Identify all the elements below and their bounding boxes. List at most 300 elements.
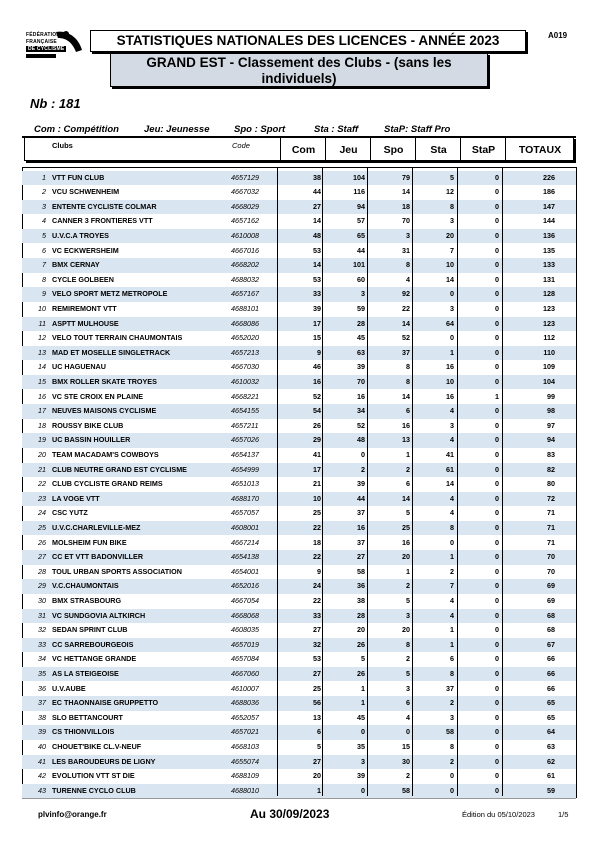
row-stap: 0 <box>495 333 499 343</box>
row-club-code: 4657213 <box>231 347 259 357</box>
column-divider <box>367 167 368 796</box>
header-com: Com <box>280 138 326 160</box>
row-sta: 7 <box>450 581 454 591</box>
row-rank: 6 <box>42 245 46 255</box>
row-com: 48 <box>313 230 321 240</box>
row-club-code: 4688109 <box>231 771 259 781</box>
row-club-name: MOLSHEIM FUN BIKE <box>52 537 127 547</box>
table-row <box>22 346 576 361</box>
row-com: 9 <box>317 347 321 357</box>
row-jeu: 0 <box>361 449 365 459</box>
row-rank: 35 <box>38 668 46 678</box>
row-sta: 6 <box>450 654 454 664</box>
row-rank: 7 <box>42 260 46 270</box>
row-club-code: 4657211 <box>231 420 259 430</box>
table-row <box>22 755 576 770</box>
row-total: 83 <box>547 449 555 459</box>
table-row <box>22 609 576 624</box>
row-jeu: 37 <box>357 508 365 518</box>
row-total: 104 <box>543 376 555 386</box>
row-com: 52 <box>313 391 321 401</box>
logo-line-3: DE CYCLISME <box>28 46 65 52</box>
row-club-code: 4654137 <box>231 449 259 459</box>
logo-line-2: FRANÇAISE <box>26 39 57 45</box>
row-com: 18 <box>313 537 321 547</box>
row-com: 56 <box>313 698 321 708</box>
row-jeu: 116 <box>353 187 365 197</box>
table-row <box>22 433 576 448</box>
row-club-code: 4651013 <box>231 479 259 489</box>
row-com: 16 <box>313 376 321 386</box>
row-jeu: 26 <box>357 668 365 678</box>
row-stap: 0 <box>495 493 499 503</box>
row-club-code: 4657129 <box>231 172 259 182</box>
row-club-code: 4668068 <box>231 610 259 620</box>
row-sta: 4 <box>450 508 454 518</box>
row-club-code: 4668029 <box>231 201 259 211</box>
row-stap: 0 <box>495 376 499 386</box>
row-club-name: TEAM MACADAM'S COWBOYS <box>52 449 159 459</box>
row-spo: 2 <box>406 581 410 591</box>
row-rank: 41 <box>38 756 46 766</box>
row-rank: 28 <box>38 566 46 576</box>
row-spo: 52 <box>402 333 410 343</box>
row-club-code: 4652057 <box>231 712 259 722</box>
row-club-code: 4688010 <box>231 785 259 795</box>
row-club-name: CS THIONVILLOIS <box>52 727 115 737</box>
row-club-code: 4657167 <box>231 289 259 299</box>
row-sta: 1 <box>450 552 454 562</box>
row-rank: 42 <box>38 771 46 781</box>
row-rank: 2 <box>42 187 46 197</box>
row-com: 53 <box>313 654 321 664</box>
row-club-code: 4667030 <box>231 362 259 372</box>
row-total: 63 <box>547 741 555 751</box>
row-club-code: 4668103 <box>231 741 259 751</box>
row-total: 64 <box>547 727 555 737</box>
table-row <box>22 200 576 215</box>
row-club-name: U.V.C.CHARLEVILLE-MEZ <box>52 522 141 532</box>
row-total: 144 <box>543 216 555 226</box>
row-stap: 0 <box>495 318 499 328</box>
table-row <box>22 711 576 726</box>
row-spo: 14 <box>402 318 410 328</box>
row-spo: 2 <box>406 771 410 781</box>
row-com: 39 <box>313 303 321 313</box>
table-row <box>22 331 576 346</box>
table-row <box>22 287 576 302</box>
table-row <box>22 652 576 667</box>
row-club-code: 4667054 <box>231 595 259 605</box>
edition-date: Édition du 05/10/2023 <box>462 810 535 819</box>
row-jeu: 16 <box>357 391 365 401</box>
row-club-name: VELO TOUT TERRAIN CHAUMONTAIS <box>52 333 183 343</box>
row-total: 68 <box>547 625 555 635</box>
row-club-code: 4608035 <box>231 625 259 635</box>
row-rank: 26 <box>38 537 46 547</box>
table-row <box>22 448 576 463</box>
row-stap: 0 <box>495 216 499 226</box>
row-stap: 0 <box>495 230 499 240</box>
row-club-code: 4657019 <box>231 639 259 649</box>
row-jeu: 59 <box>357 303 365 313</box>
row-club-code: 4657084 <box>231 654 259 664</box>
row-com: 5 <box>317 741 321 751</box>
row-sta: 8 <box>450 741 454 751</box>
row-total: 66 <box>547 654 555 664</box>
row-stap: 0 <box>495 201 499 211</box>
row-spo: 13 <box>402 435 410 445</box>
row-rank: 5 <box>42 230 46 240</box>
row-total: 71 <box>547 508 555 518</box>
page-title: STATISTIQUES NATIONALES DES LICENCES - ANNÉE 2023 <box>90 30 526 52</box>
table-row <box>22 536 576 551</box>
row-rank: 24 <box>38 508 46 518</box>
row-total: 82 <box>547 464 555 474</box>
row-club-name: NEUVES MAISONS CYCLISME <box>52 406 157 416</box>
row-club-name: TURENNE CYCLO CLUB <box>52 785 136 795</box>
row-spo: 25 <box>402 522 410 532</box>
row-sta: 0 <box>450 289 454 299</box>
row-sta: 12 <box>446 187 454 197</box>
row-com: 17 <box>313 464 321 474</box>
row-stap: 0 <box>495 712 499 722</box>
row-sta: 2 <box>450 756 454 766</box>
legend-sta: Sta : Staff <box>314 124 359 135</box>
subtitle-line-2: individuels) <box>261 71 337 86</box>
row-spo: 14 <box>402 391 410 401</box>
row-jeu: 48 <box>357 435 365 445</box>
row-com: 33 <box>313 610 321 620</box>
table-row <box>22 244 576 259</box>
row-club-name: ENTENTE CYCLISTE COLMAR <box>52 201 157 211</box>
row-spo: 4 <box>406 274 410 284</box>
row-club-name: BMX CERNAY <box>52 260 100 270</box>
row-club-code: 4668202 <box>231 260 259 270</box>
row-spo: 37 <box>402 347 410 357</box>
row-club-name: EC THAONNAISE GRUPPETTO <box>52 698 159 708</box>
row-stap: 0 <box>495 274 499 284</box>
column-divider <box>457 167 458 796</box>
row-stap: 0 <box>495 187 499 197</box>
row-total: 186 <box>543 187 555 197</box>
logo-line-1: FÉDÉRATION <box>26 32 61 38</box>
row-club-code: 4657057 <box>231 508 259 518</box>
row-sta: 0 <box>450 333 454 343</box>
row-jeu: 37 <box>357 537 365 547</box>
club-count: Nb : 181 <box>30 96 81 111</box>
row-total: 65 <box>547 712 555 722</box>
row-club-name: BMX STRASBOURG <box>52 595 122 605</box>
row-club-code: 4652020 <box>231 333 259 343</box>
row-com: 27 <box>313 201 321 211</box>
row-club-name: CSC YUTZ <box>52 508 88 518</box>
row-club-name: VC HETTANGE GRANDE <box>52 654 137 664</box>
row-club-name: VC ECKWERSHEIM <box>52 245 119 255</box>
contact-email: plvinfo@orange.fr <box>38 810 107 819</box>
row-jeu: 34 <box>357 406 365 416</box>
row-sta: 0 <box>450 771 454 781</box>
header-clubs: Clubs <box>52 141 73 150</box>
header-sta: Sta <box>415 138 461 160</box>
row-sta: 4 <box>450 595 454 605</box>
row-total: 70 <box>547 552 555 562</box>
row-spo: 3 <box>406 683 410 693</box>
table-row <box>22 623 576 638</box>
table-row <box>22 579 576 594</box>
row-total: 109 <box>543 362 555 372</box>
row-jeu: 38 <box>357 595 365 605</box>
row-jeu: 45 <box>357 712 365 722</box>
row-club-code: 4610032 <box>231 376 259 386</box>
row-jeu: 58 <box>357 566 365 576</box>
row-club-code: 4667060 <box>231 668 259 678</box>
row-sta: 4 <box>450 435 454 445</box>
row-rank: 37 <box>38 698 46 708</box>
row-jeu: 26 <box>357 639 365 649</box>
table-header <box>24 137 574 161</box>
row-rank: 36 <box>38 683 46 693</box>
row-rank: 3 <box>42 201 46 211</box>
row-rank: 40 <box>38 741 46 751</box>
row-com: 53 <box>313 274 321 284</box>
row-com: 14 <box>313 216 321 226</box>
row-total: 66 <box>547 668 555 678</box>
row-spo: 4 <box>406 712 410 722</box>
row-spo: 0 <box>406 727 410 737</box>
row-stap: 0 <box>495 435 499 445</box>
row-stap: 0 <box>495 727 499 737</box>
row-sta: 0 <box>450 537 454 547</box>
row-jeu: 3 <box>361 756 365 766</box>
row-com: 25 <box>313 508 321 518</box>
row-stap: 1 <box>495 391 499 401</box>
row-com: 9 <box>317 566 321 576</box>
row-spo: 20 <box>402 552 410 562</box>
row-stap: 0 <box>495 303 499 313</box>
row-spo: 79 <box>402 172 410 182</box>
row-sta: 5 <box>450 172 454 182</box>
row-total: 65 <box>547 698 555 708</box>
row-com: 13 <box>313 712 321 722</box>
row-spo: 3 <box>406 230 410 240</box>
row-com: 22 <box>313 595 321 605</box>
row-com: 25 <box>313 683 321 693</box>
row-rank: 1 <box>42 172 46 182</box>
row-club-code: 4608001 <box>231 522 259 532</box>
column-divider <box>277 167 278 796</box>
row-club-name: UC HAGUENAU <box>52 362 106 372</box>
row-sta: 64 <box>446 318 454 328</box>
row-rank: 17 <box>38 406 46 416</box>
row-club-name: UC BASSIN HOUILLER <box>52 435 131 445</box>
row-stap: 0 <box>495 245 499 255</box>
row-stap: 0 <box>495 595 499 605</box>
row-club-name: BMX ROLLER SKATE TROYES <box>52 376 157 386</box>
row-total: 69 <box>547 581 555 591</box>
row-club-name: SLO BETTANCOURT <box>52 712 123 722</box>
row-com: 26 <box>313 420 321 430</box>
row-rank: 20 <box>38 449 46 459</box>
row-spo: 6 <box>406 698 410 708</box>
row-club-name: CC ET VTT BADONVILLER <box>52 552 144 562</box>
row-club-name: ROUSSY BIKE CLUB <box>52 420 124 430</box>
row-sta: 1 <box>450 625 454 635</box>
legend-com: Com : Compétition <box>34 124 119 135</box>
row-club-name: AS LA STEIGEOISE <box>52 668 119 678</box>
row-stap: 0 <box>495 508 499 518</box>
row-rank: 15 <box>38 376 46 386</box>
row-jeu: 65 <box>357 230 365 240</box>
row-club-name: MAD ET MOSELLE SINGLETRACK <box>52 347 171 357</box>
row-spo: 20 <box>402 625 410 635</box>
row-rank: 18 <box>38 420 46 430</box>
ranking-subtitle <box>110 53 488 87</box>
row-sta: 41 <box>446 449 454 459</box>
row-stap: 0 <box>495 785 499 795</box>
row-com: 15 <box>313 333 321 343</box>
row-stap: 0 <box>495 610 499 620</box>
page-number: 1/5 <box>558 810 569 819</box>
row-club-code: 4610008 <box>231 230 259 240</box>
table-row <box>22 317 576 332</box>
row-sta: 3 <box>450 216 454 226</box>
row-club-code: 4688101 <box>231 303 259 313</box>
row-stap: 0 <box>495 771 499 781</box>
row-total: 135 <box>543 245 555 255</box>
row-total: 69 <box>547 595 555 605</box>
row-com: 27 <box>313 668 321 678</box>
table-row <box>22 521 576 536</box>
row-club-code: 4610007 <box>231 683 259 693</box>
table-row <box>22 375 576 390</box>
row-club-code: 4668086 <box>231 318 259 328</box>
row-stap: 0 <box>495 464 499 474</box>
row-total: 68 <box>547 610 555 620</box>
row-stap: 0 <box>495 172 499 182</box>
row-jeu: 52 <box>357 420 365 430</box>
row-sta: 20 <box>446 230 454 240</box>
row-total: 133 <box>543 260 555 270</box>
row-jeu: 0 <box>361 785 365 795</box>
row-com: 38 <box>313 172 321 182</box>
row-spo: 22 <box>402 303 410 313</box>
row-jeu: 39 <box>357 362 365 372</box>
row-total: 59 <box>547 785 555 795</box>
row-rank: 4 <box>42 216 46 226</box>
row-spo: 14 <box>402 493 410 503</box>
row-spo: 5 <box>406 508 410 518</box>
row-total: 97 <box>547 420 555 430</box>
row-sta: 58 <box>446 727 454 737</box>
row-total: 61 <box>547 771 555 781</box>
row-total: 123 <box>543 318 555 328</box>
row-total: 110 <box>543 347 555 357</box>
row-com: 6 <box>317 727 321 737</box>
row-stap: 0 <box>495 552 499 562</box>
row-com: 27 <box>313 625 321 635</box>
row-spo: 8 <box>406 639 410 649</box>
row-club-code: 4667016 <box>231 245 259 255</box>
row-rank: 32 <box>38 625 46 635</box>
row-club-name: CYCLE GOLBEEN <box>52 274 114 284</box>
row-spo: 1 <box>406 449 410 459</box>
row-stap: 0 <box>495 581 499 591</box>
row-stap: 0 <box>495 449 499 459</box>
row-sta: 16 <box>446 362 454 372</box>
row-sta: 14 <box>446 479 454 489</box>
row-stap: 0 <box>495 639 499 649</box>
row-club-name: CHOUET'BIKE CL.V-NEUF <box>52 741 142 751</box>
row-jeu: 44 <box>357 245 365 255</box>
row-spo: 92 <box>402 289 410 299</box>
row-sta: 14 <box>446 274 454 284</box>
row-rank: 11 <box>38 318 46 328</box>
table-row <box>22 477 576 492</box>
table-row <box>22 463 576 478</box>
row-stap: 0 <box>495 537 499 547</box>
row-com: 21 <box>313 479 321 489</box>
row-sta: 10 <box>446 376 454 386</box>
row-club-code: 4654138 <box>231 552 259 562</box>
row-stap: 0 <box>495 362 499 372</box>
row-stap: 0 <box>495 289 499 299</box>
row-total: 67 <box>547 639 555 649</box>
table-row <box>22 492 576 507</box>
row-club-name: LES BAROUDEURS DE LIGNY <box>52 756 156 766</box>
row-sta: 3 <box>450 712 454 722</box>
row-club-name: CLUB NEUTRE GRAND EST CYCLISME <box>52 464 187 474</box>
row-sta: 61 <box>446 464 454 474</box>
row-club-code: 4667032 <box>231 187 259 197</box>
row-rank: 22 <box>38 479 46 489</box>
row-spo: 5 <box>406 595 410 605</box>
row-spo: 2 <box>406 464 410 474</box>
row-com: 10 <box>313 493 321 503</box>
row-total: 99 <box>547 391 555 401</box>
row-stap: 0 <box>495 698 499 708</box>
row-sta: 2 <box>450 566 454 576</box>
row-spo: 5 <box>406 668 410 678</box>
row-stap: 0 <box>495 654 499 664</box>
legend-spo: Spo : Sport <box>234 124 286 135</box>
row-com: 22 <box>313 522 321 532</box>
row-sta: 2 <box>450 698 454 708</box>
row-spo: 58 <box>402 785 410 795</box>
table-row <box>22 550 576 565</box>
row-spo: 6 <box>406 406 410 416</box>
row-total: 71 <box>547 537 555 547</box>
row-sta: 0 <box>450 785 454 795</box>
row-spo: 70 <box>402 216 410 226</box>
row-club-code: 4654001 <box>231 566 259 576</box>
row-jeu: 39 <box>357 479 365 489</box>
row-jeu: 16 <box>357 522 365 532</box>
row-jeu: 35 <box>357 741 365 751</box>
row-spo: 8 <box>406 260 410 270</box>
row-club-code: 4657026 <box>231 435 259 445</box>
row-club-name: LA VOGE VTT <box>52 493 100 503</box>
column-divider <box>502 167 503 796</box>
report-date: Au 30/09/2023 <box>250 807 330 821</box>
row-com: 17 <box>313 318 321 328</box>
row-sta: 10 <box>446 260 454 270</box>
row-jeu: 5 <box>361 654 365 664</box>
row-spo: 8 <box>406 376 410 386</box>
footer-rule <box>22 798 576 799</box>
row-com: 24 <box>313 581 321 591</box>
row-club-code: 4688170 <box>231 493 259 503</box>
